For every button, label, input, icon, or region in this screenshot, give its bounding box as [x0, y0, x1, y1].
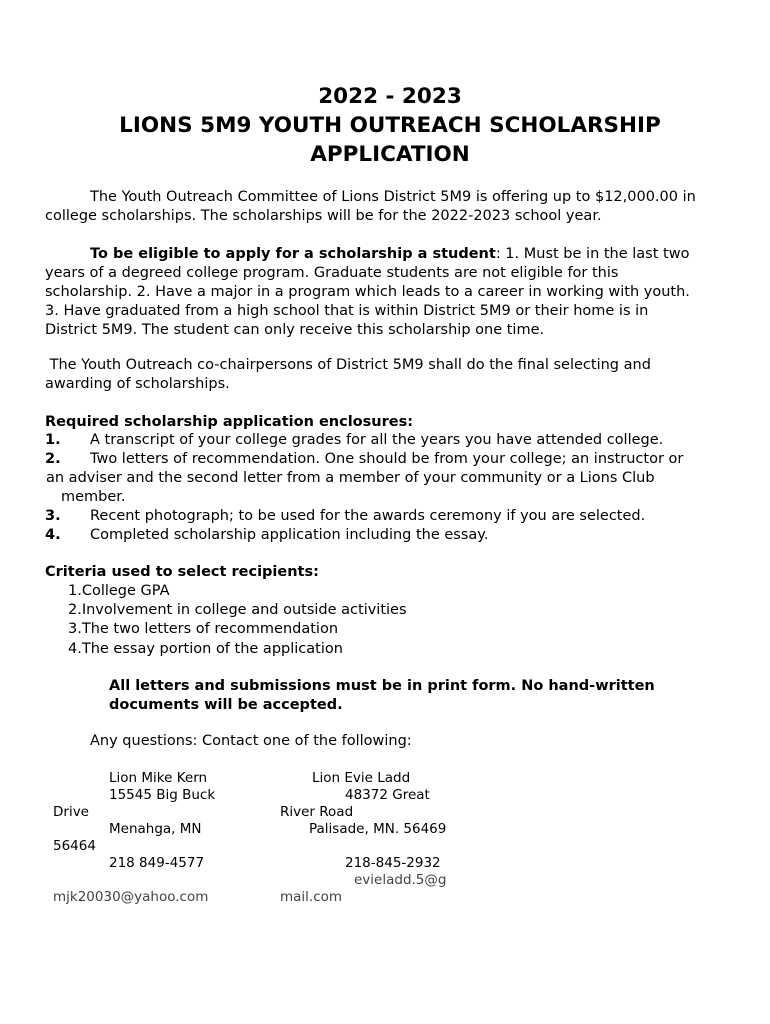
intro-paragraph — [45, 188, 735, 226]
eligibility-line-5: District 5M9. The student can only receive this scholarship one time. — [45, 322, 545, 338]
questions-text: Any questions: Contact one of the following: — [90, 733, 412, 749]
enclosure-number: 4. — [45, 527, 61, 543]
notice-line-1: All letters and submissions must be in print form. No hand-written — [109, 678, 655, 694]
contact-left-street: 15545 Big Buck — [109, 787, 216, 803]
selection-line-1: The Youth Outreach co-chairpersons of District 5M9 shall do the final selecting and — [49, 357, 651, 373]
enclosure-item-3 — [45, 507, 735, 526]
notice-line-2: documents will be accepted. — [109, 697, 343, 713]
enclosure-item-2-line-2: an adviser and the second letter from a member of your community or a Lions Club — [46, 470, 655, 486]
contact-left-email: mjk20030@yahoo.com — [53, 889, 209, 905]
eligibility-paragraph — [45, 245, 735, 340]
enclosure-text: Completed scholarship application including the essay. — [90, 527, 489, 543]
criteria-item: 1.College GPA — [68, 583, 170, 599]
eligibility-line-3: scholarship. 2. Have a major in a program which leads to a career in working with youth. — [45, 284, 690, 300]
contact-left-city: Menahga, MN — [109, 821, 202, 837]
contact-left-phone: 218 849-4577 — [109, 855, 205, 871]
contact-right-city: Palisade, MN. 56469 — [309, 821, 447, 837]
contact-right-name: Lion Evie Ladd — [312, 770, 411, 786]
print-form-notice — [109, 677, 749, 715]
contact-right-email-cont: mail.com — [280, 889, 343, 905]
enclosure-number: 2. — [45, 451, 61, 467]
enclosures-heading: Required scholarship application enclosures: — [45, 414, 414, 430]
enclosure-item-2 — [45, 450, 735, 469]
contact-left-name: Lion Mike Kern — [109, 770, 208, 786]
enclosure-item-1 — [45, 431, 735, 450]
intro-line-1: The Youth Outreach Committee of Lions District 5M9 is offering up to $12,000.00 in — [90, 189, 696, 205]
enclosure-text: A transcript of your college grades for all the years you have attended college. — [90, 432, 664, 448]
title-year: 2022 - 2023 — [318, 84, 462, 109]
contact-left-street-cont: Drive — [53, 804, 89, 820]
criteria-heading: Criteria used to select recipients: — [45, 564, 319, 580]
contact-right-street: 48372 Great — [345, 787, 430, 803]
contact-right-street-cont: River Road — [280, 804, 354, 820]
enclosure-text: Two letters of recommendation. One should be from your college; an instructor or — [90, 451, 684, 467]
criteria-item: 4.The essay portion of the application — [68, 641, 343, 657]
contact-right-phone: 218-845-2932 — [345, 855, 441, 871]
enclosure-item-4 — [45, 526, 735, 545]
eligibility-heading: To be eligible to apply for a scholarship a student — [90, 246, 496, 262]
selection-line-2: awarding of scholarships. — [45, 376, 230, 392]
contact-right-email: evieladd.5@g — [354, 872, 447, 888]
criteria-item: 2.Involvement in college and outside activities — [68, 602, 407, 618]
criteria-item: 3.The two letters of recommendation — [68, 621, 339, 637]
selection-paragraph — [45, 356, 735, 394]
title-main: LIONS 5M9 YOUTH OUTREACH SCHOLARSHIP — [119, 113, 661, 138]
questions-line — [45, 732, 735, 751]
eligibility-line-1: : 1. Must be in the last two — [495, 246, 690, 262]
enclosure-number: 3. — [45, 508, 61, 524]
enclosure-item-2-line-3: member. — [61, 489, 126, 505]
eligibility-line-2: years of a degreed college program. Graduate students are not eligible for this — [45, 265, 619, 281]
eligibility-line-4: 3. Have graduated from a high school that is within District 5M9 or their home is in — [45, 303, 649, 319]
enclosure-text: Recent photograph; to be used for the awards ceremony if you are selected. — [90, 508, 646, 524]
intro-line-2: college scholarships. The scholarships will be for the 2022-2023 school year. — [45, 208, 602, 224]
contact-left-zip: 56464 — [53, 838, 96, 854]
title-application: APPLICATION — [310, 142, 470, 167]
enclosure-number: 1. — [45, 432, 61, 448]
